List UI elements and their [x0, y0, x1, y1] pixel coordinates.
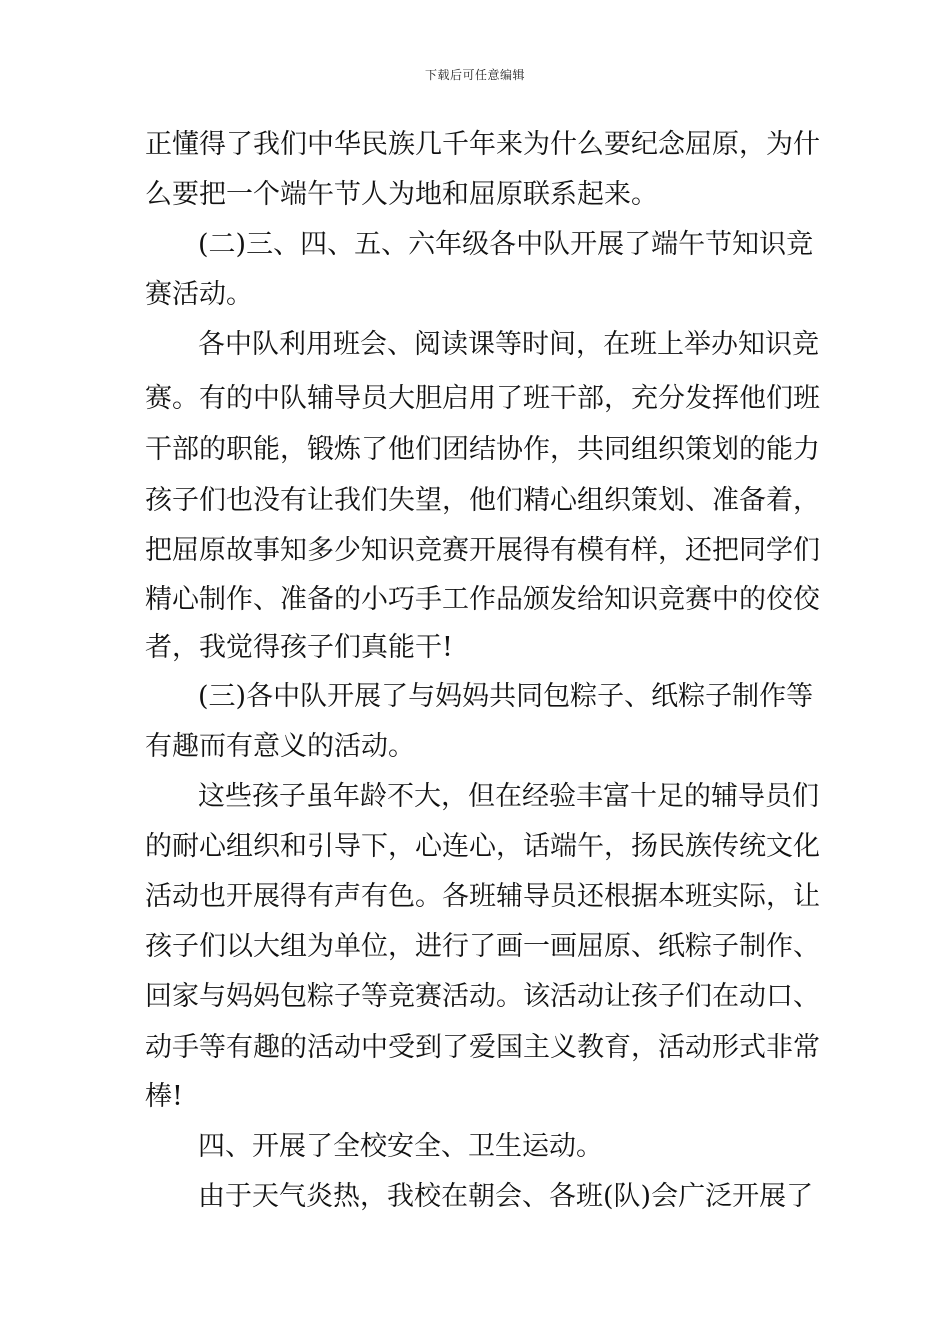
text-line: 赛活动。	[145, 279, 253, 310]
text-line: 活动也开展得有声有色。各班辅导员还根据本班实际，让	[145, 881, 820, 912]
text-line: 么要把一个端午节人为地和屈原联系起来。	[145, 179, 658, 210]
text-line: 由于天气炎热，我校在朝会、各班(队)会广泛开展了	[198, 1181, 814, 1212]
text-line: (二)三、四、五、六年级各中队开展了端午节知识竞	[198, 229, 814, 260]
text-line: 赛。有的中队辅导员大胆启用了班干部，充分发挥他们班	[145, 383, 820, 414]
text-line: 各中队利用班会、阅读课等时间，在班上举办知识竞	[198, 329, 819, 360]
text-line: (三)各中队开展了与妈妈共同包粽子、纸粽子制作等	[198, 681, 814, 712]
text-line: 者，我觉得孩子们真能干!	[145, 632, 453, 663]
section-heading: 四、开展了全校安全、卫生运动。	[198, 1131, 603, 1162]
text-line: 干部的职能，锻炼了他们团结协作，共同组织策划的能力	[145, 434, 820, 465]
text-line: 有趣而有意义的活动。	[145, 731, 415, 762]
text-line: 孩子们也没有让我们失望，他们精心组织策划、准备着，	[145, 485, 820, 516]
text-line: 棒!	[145, 1081, 183, 1112]
text-line: 把屈原故事知多少知识竞赛开展得有模有样，还把同学们	[145, 535, 820, 566]
page-header: 下载后可任意编辑	[424, 68, 525, 82]
text-line: 精心制作、准备的小巧手工作品颁发给知识竞赛中的佼佼	[145, 584, 820, 615]
text-line: 动手等有趣的活动中受到了爱国主义教育，活动形式非常	[145, 1032, 820, 1063]
text-line: 正懂得了我们中华民族几千年来为什么要纪念屈原，为什	[145, 129, 820, 160]
text-line: 这些孩子虽年龄不大，但在经验丰富十足的辅导员们	[198, 781, 819, 812]
text-line: 的耐心组织和引导下，心连心，话端午，扬民族传统文化	[145, 831, 820, 862]
text-line: 孩子们以大组为单位，进行了画一画屈原、纸粽子制作、	[145, 931, 820, 962]
text-line: 回家与妈妈包粽子等竞赛活动。该活动让孩子们在动口、	[145, 981, 820, 1012]
